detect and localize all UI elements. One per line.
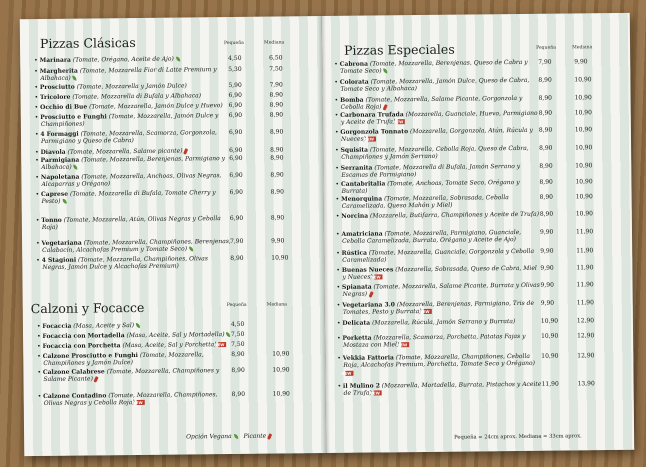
bullet: • bbox=[36, 256, 42, 265]
chili-pepper-icon bbox=[94, 376, 99, 383]
menu-item bbox=[337, 300, 541, 317]
menu-item bbox=[37, 331, 233, 340]
bullet: • bbox=[35, 156, 41, 165]
menu-item bbox=[338, 381, 542, 398]
item-description: (Tomate, Anchoas, Tomate Seco, Orégano y Burrata) bbox=[341, 178, 520, 196]
price-pequena: 9,90 bbox=[540, 281, 554, 289]
item-description: (Tomate, Mozzarella, Champiñones, Olivas Negras y Cebolla Roja) bbox=[43, 391, 218, 408]
vegan-leaf-icon bbox=[136, 323, 140, 328]
bullet: • bbox=[35, 190, 42, 199]
menu-item bbox=[38, 391, 234, 408]
price-mediana: 6,50 bbox=[269, 54, 283, 62]
bullet: • bbox=[336, 319, 343, 327]
new-badge: NEW bbox=[393, 119, 404, 125]
price-mediana: 10,90 bbox=[272, 350, 290, 358]
menu-item bbox=[336, 248, 540, 265]
price-pequena: 9,90 bbox=[540, 299, 555, 307]
bullet: • bbox=[37, 332, 43, 341]
price-mediana: 9,90 bbox=[574, 58, 588, 66]
menu-item bbox=[336, 265, 540, 282]
item-description: (Tomate, Mozzarella, Salame Picante, Gorgonzola y Cebolla Roja) bbox=[340, 94, 523, 112]
price-mediana: 10,90 bbox=[575, 210, 594, 218]
price-mediana: 11,90 bbox=[576, 299, 594, 307]
menu-item bbox=[37, 341, 233, 350]
price-mediana: 10,90 bbox=[271, 254, 289, 262]
item-name: Parmigiana bbox=[40, 156, 80, 164]
bullet: • bbox=[335, 195, 342, 203]
item-name: Norcina bbox=[341, 212, 369, 220]
menu-item bbox=[35, 155, 231, 172]
item-name: Prosciutto bbox=[39, 83, 75, 91]
legend bbox=[186, 433, 271, 441]
legend-picante-label: Picante bbox=[243, 432, 267, 440]
menu-item bbox=[336, 229, 540, 246]
item-name: Menorquina bbox=[341, 195, 383, 203]
item-description: (Tomate, Orégano, Aceite de Ajo) bbox=[70, 55, 174, 64]
vegan-leaf-icon bbox=[74, 165, 78, 170]
menu-item bbox=[36, 215, 232, 232]
price-pequena: 7,90 bbox=[538, 58, 552, 66]
bullet: • bbox=[334, 78, 340, 86]
item-description: (Tomate, Mozzarella, Atún, Olivas Negras y Cebolla Roja) bbox=[41, 215, 221, 232]
chili-pepper-icon bbox=[382, 104, 387, 111]
price-mediana: 7,50 bbox=[269, 65, 283, 73]
bullet: • bbox=[37, 368, 43, 377]
colhead-mediana-especiales: Mediana bbox=[572, 45, 593, 51]
menu-item bbox=[337, 353, 541, 377]
item-description: (Tomate, Mozzarella, Champiñones, Cebolla Roja, Alcachofas Premium, Porchetta, Tomate Seco y Orégano) bbox=[343, 352, 535, 370]
item-name: Diavola bbox=[40, 148, 66, 156]
vegan-leaf-icon bbox=[189, 247, 193, 252]
item-name: Focaccia bbox=[42, 322, 72, 330]
item-name: Gorgonzola Tonnato bbox=[340, 128, 409, 136]
size-footnote: Pequeña = 24cm aprox. Mediana = 33cm aprox. bbox=[454, 433, 582, 441]
bullet: • bbox=[37, 352, 43, 361]
new-badge: NEW bbox=[370, 274, 381, 280]
menu-item bbox=[37, 351, 233, 368]
price-pequena: 9,90 bbox=[540, 247, 554, 255]
item-description: (Tomate, Mozzarella di Bufala, Tomate Cherry y Pesto) bbox=[41, 189, 216, 206]
menu-item bbox=[35, 129, 231, 146]
item-name: Bomba bbox=[340, 96, 364, 104]
menu-item bbox=[335, 127, 539, 144]
item-description: (Mozzarella, Guanciale, Huevo, Parmigiano y Aceite de Trufa) bbox=[340, 109, 538, 127]
item-description: (Mozzarella, Mortadella, Burrata, Pistachos y Aceite de Trufa) bbox=[343, 380, 542, 398]
bullet: • bbox=[34, 57, 40, 65]
item-description: (Mozzarella, Gorgonzola, Atún, Rúcula y Nueces) bbox=[340, 126, 533, 144]
price-pequena: 6,90 bbox=[228, 91, 242, 100]
price-pequena: 8,90 bbox=[230, 254, 244, 263]
price-pequena: 6,90 bbox=[229, 214, 244, 223]
item-description: (Tomate, Mozzarella, Champiñones, Berenjenas, Calabacín, Alcachofas Premium y Tomate Seco) bbox=[42, 238, 231, 255]
price-pequena: 8,90 bbox=[538, 109, 553, 117]
item-name: Amatriciana bbox=[341, 230, 383, 238]
item-description: (Tomate, Mozzarella, Champiñones y Jamón Dulce) bbox=[43, 351, 204, 368]
item-description: (Tomate, Mozzarella, Jamón Dulce y Champiñones) bbox=[40, 112, 219, 129]
new-badge: NEW bbox=[132, 400, 143, 406]
price-pequena: 5,30 bbox=[228, 65, 242, 74]
menu-item bbox=[35, 112, 231, 129]
menu-page-right bbox=[322, 13, 635, 453]
price-mediana: 7,90 bbox=[269, 81, 283, 89]
bullet: • bbox=[337, 382, 344, 390]
menu-item bbox=[336, 211, 540, 221]
menu-item bbox=[35, 172, 231, 189]
item-name: 4 Stagioni bbox=[41, 256, 77, 264]
menu-sheet bbox=[20, 13, 635, 456]
vegan-leaf-icon bbox=[234, 434, 238, 439]
item-description: (Mozzarella, Scamorza, Porchetta, Patatas Fajas y Mostaza con Miel) bbox=[343, 332, 526, 350]
item-name: Marinara bbox=[39, 56, 71, 64]
item-description: (Tomate, Mozzarella, Champiñones y Salame Picante) bbox=[43, 367, 220, 384]
item-name: Carbonara Trufada bbox=[340, 111, 404, 119]
item-description: (Tomate, Mozzarella, Sobrasada, Cebolla Caramelizada, Queso Mahón y Miel) bbox=[341, 194, 509, 211]
menu-item bbox=[37, 367, 233, 384]
item-description: (Tomate, Mozzarella di Bufala y Albahaca) bbox=[70, 92, 202, 101]
price-mediana: 10,90 bbox=[574, 126, 593, 134]
section-title-calzoni: Calzoni y Focacce bbox=[30, 299, 145, 317]
vegan-leaf-icon bbox=[176, 57, 180, 62]
price-pequena: 4,50 bbox=[230, 320, 245, 329]
item-name: Vegetariana bbox=[41, 239, 82, 247]
price-pequena: 10,90 bbox=[541, 332, 559, 340]
new-badge: NEW bbox=[363, 136, 375, 143]
bullet: • bbox=[37, 342, 43, 351]
item-description: (Tomate, Mozzarella, Champiñones, Olivas Negras, Jamón Dulce y Alcachofas Premium) bbox=[42, 255, 208, 272]
bullet: • bbox=[335, 212, 342, 220]
item-name: Vekkia Fattoria bbox=[342, 354, 394, 362]
menu-item bbox=[35, 102, 231, 111]
colhead-pequena: Pequeña bbox=[223, 40, 244, 47]
price-mediana: 10,90 bbox=[575, 178, 593, 186]
vegan-leaf-icon bbox=[384, 69, 388, 74]
bullet: • bbox=[335, 164, 341, 172]
bullet: • bbox=[337, 354, 343, 362]
section-title-especiales: Pizzas Especiales bbox=[343, 41, 455, 58]
item-description: (Tomate, Mozzarella, Anchoas, Olivas Negras, Alcaparras y Orégano) bbox=[41, 172, 222, 189]
price-pequena: 8,90 bbox=[538, 126, 553, 134]
price-pequena: 6,90 bbox=[229, 171, 243, 180]
item-name: Rústica bbox=[341, 249, 368, 257]
price-pequena: 8,90 bbox=[539, 162, 553, 170]
item-description: (Tomate, Mozzarella, Berenjenas, Queso de Cabra y Tomate Seco) bbox=[340, 58, 528, 76]
price-pequena: 5,90 bbox=[228, 81, 242, 90]
legend-vegan-label: Opción Vegana bbox=[186, 433, 232, 441]
item-description: (Tomate, Mozzarella, Salame Picante, Burrata y Olivas Negras) bbox=[342, 281, 540, 299]
new-badge: NEW bbox=[214, 342, 225, 348]
price-pequena: 8,90 bbox=[538, 76, 552, 84]
price-mediana: 11,90 bbox=[576, 247, 594, 255]
item-description: (Tomate, Mozzarella Fior di Latte Premium y Albahaca) bbox=[40, 66, 217, 83]
menu-page-left bbox=[20, 16, 327, 456]
item-description: (Masa, Aceite, Sal y Porchetta) bbox=[120, 341, 217, 350]
price-pequena: 8,90 bbox=[539, 178, 553, 186]
item-description: (Mozzarella, Rúcula, Jamón Serrano y Burrata) bbox=[370, 318, 516, 327]
vegan-leaf-icon bbox=[62, 199, 66, 204]
bullet: • bbox=[37, 392, 44, 401]
item-description: (Mozzarella, Berenjenas, Parmigiano, Tris de Tomates, Pesto y Burrata) bbox=[342, 299, 535, 317]
price-mediana: 8,90 bbox=[269, 111, 284, 119]
item-name: 4 Formaggi bbox=[40, 130, 79, 138]
new-badge: NEW bbox=[369, 390, 380, 396]
price-pequena: 6,90 bbox=[228, 111, 243, 120]
item-name: Squisita bbox=[340, 146, 369, 154]
price-mediana: 8,90 bbox=[270, 188, 284, 196]
price-mediana: 8,90 bbox=[270, 154, 284, 162]
item-name: Occhio di Bue bbox=[40, 103, 88, 111]
colhead-pequena-especiales: Pequeña bbox=[536, 45, 557, 51]
bullet: • bbox=[35, 148, 41, 157]
price-mediana: 10,90 bbox=[575, 193, 593, 201]
item-name: Caprese bbox=[40, 190, 69, 198]
price-pequena: 9,90 bbox=[539, 228, 554, 236]
bullet: • bbox=[337, 334, 343, 342]
price-pequena: 7,50 bbox=[231, 330, 245, 339]
price-pequena: 4,50 bbox=[228, 54, 242, 63]
bullet: • bbox=[34, 83, 40, 92]
menu-item bbox=[34, 55, 230, 64]
bullet: • bbox=[35, 216, 42, 225]
bullet: • bbox=[35, 173, 41, 182]
price-pequena: 7,90 bbox=[230, 237, 244, 246]
bullet: • bbox=[336, 249, 342, 257]
bullet: • bbox=[334, 96, 341, 104]
item-description: (Tomate, Mozzarella, Salame picante) bbox=[65, 147, 183, 156]
price-mediana: 11,90 bbox=[576, 264, 594, 272]
item-description: (Tomate, Mozzarella di Bufala, Jamón Serrano y Escamas de Parmigiano) bbox=[341, 162, 521, 180]
item-description: (Tomate, Mozzarella, Jamón Dulce y Huevo) bbox=[87, 102, 223, 111]
item-name: Calzone Calabrese bbox=[42, 368, 105, 376]
menu-item bbox=[34, 82, 230, 91]
price-pequena: 6,90 bbox=[229, 188, 243, 197]
price-pequena: 8,90 bbox=[231, 366, 245, 375]
bullet: • bbox=[336, 266, 342, 274]
bullet: • bbox=[334, 128, 341, 136]
price-pequena: 8,90 bbox=[539, 144, 553, 152]
bullet: • bbox=[334, 60, 340, 68]
new-badge: NEW bbox=[341, 370, 352, 376]
vegan-leaf-icon bbox=[227, 332, 231, 337]
price-pequena: 8,90 bbox=[231, 390, 246, 399]
item-name: Focaccia con Mortadella bbox=[42, 332, 125, 340]
price-mediana: 12,90 bbox=[577, 332, 595, 340]
item-name: Calzone Contadino bbox=[43, 392, 107, 400]
price-mediana: 8,90 bbox=[269, 91, 283, 99]
bullet: • bbox=[336, 301, 343, 309]
menu-item bbox=[34, 66, 230, 83]
colhead-pequena-calzoni: Pequeña bbox=[226, 302, 247, 309]
price-mediana: 8,90 bbox=[270, 214, 285, 222]
item-name: Porketta bbox=[342, 334, 372, 342]
item-description: (Tomate, Mozzarella y Jamón Dulce) bbox=[74, 82, 187, 91]
price-mediana: 8,90 bbox=[269, 128, 284, 136]
menu-item bbox=[36, 238, 232, 255]
chili-pepper-icon bbox=[368, 291, 373, 298]
bullet: • bbox=[36, 239, 42, 248]
chili-pepper-icon bbox=[267, 433, 272, 440]
price-mediana: 12,90 bbox=[577, 352, 595, 360]
bullet: • bbox=[335, 180, 341, 188]
price-mediana: 12,90 bbox=[576, 317, 595, 325]
price-pequena: 6,90 bbox=[228, 128, 243, 137]
item-name: Vegetariana 3.0 bbox=[342, 301, 395, 309]
menu-item bbox=[335, 145, 539, 162]
item-name: Cabrona bbox=[339, 60, 368, 68]
menu-item bbox=[335, 163, 539, 180]
vegan-leaf-icon bbox=[73, 76, 77, 81]
price-pequena: 8,90 bbox=[539, 210, 554, 218]
item-name: Colorata bbox=[339, 78, 369, 86]
item-description: (Masa, Aceite, Sal y Mortadella) bbox=[124, 331, 225, 340]
bullet: • bbox=[335, 230, 342, 238]
item-name: il Mulino 2 bbox=[343, 382, 380, 390]
price-mediana: 8,90 bbox=[269, 101, 284, 109]
price-pequena: 8,90 bbox=[231, 350, 245, 359]
price-mediana: 11,90 bbox=[575, 228, 594, 236]
item-description: (Tomate, Mozzarella, Guanciale, Gorgonzola y Cebolla Caramelizada) bbox=[342, 247, 535, 265]
item-description: (Mozzarella, Butifarra, Champiñones y Aceite de Trufa) bbox=[368, 210, 540, 220]
bullet: • bbox=[336, 283, 343, 291]
price-mediana: 10,90 bbox=[575, 144, 593, 152]
new-badge: NEW bbox=[419, 309, 430, 315]
menu-item bbox=[36, 255, 232, 272]
item-name: Prosciutto e Funghi bbox=[40, 113, 107, 121]
item-description: (Tomate, Mozzarella, Jamón Dulce, Queso de Cabra, Tomate Seco y Albahaca) bbox=[340, 76, 530, 94]
item-name: Delicata bbox=[342, 319, 371, 327]
price-mediana: 10,90 bbox=[272, 366, 290, 374]
item-name: Spianata bbox=[341, 283, 372, 291]
price-pequena: 8,90 bbox=[538, 94, 552, 102]
price-mediana: 13,90 bbox=[577, 380, 595, 388]
section-title-clasicas: Pizzas Clásicas bbox=[39, 34, 136, 51]
price-mediana: 11,90 bbox=[576, 281, 594, 289]
item-name: Calzone Prosciutto e Funghi bbox=[42, 351, 138, 360]
item-description: (Tomate, Mozzarella, Parmigiano, Guanciale, Cebolla Caramelizada, Burrata, Orégano y Aceite de Ajo) bbox=[342, 228, 522, 246]
menu-item bbox=[35, 92, 231, 101]
bullet: • bbox=[34, 93, 41, 102]
price-mediana: 10,90 bbox=[575, 162, 593, 170]
price-pequena: 8,90 bbox=[539, 193, 554, 201]
bullet: • bbox=[335, 146, 341, 154]
price-pequena: 6,90 bbox=[228, 101, 243, 110]
bullet: • bbox=[34, 103, 41, 112]
price-pequena: 11,90 bbox=[541, 380, 559, 388]
price-pequena: 7,50 bbox=[231, 340, 245, 349]
chili-pepper-icon bbox=[183, 148, 188, 155]
bullet: • bbox=[36, 322, 43, 331]
colhead-mediana: Mediana bbox=[263, 40, 285, 46]
menu-item bbox=[337, 333, 541, 350]
price-mediana: 10,90 bbox=[272, 390, 290, 398]
menu-item bbox=[337, 282, 541, 299]
price-mediana: 8,90 bbox=[270, 171, 284, 179]
item-name: Tonno bbox=[41, 216, 62, 224]
item-name: Cantabritalia bbox=[340, 180, 386, 188]
item-description: (Mozzarella, Sobrasada, Queso de Cabra, Miel y Nueces) bbox=[342, 264, 537, 282]
price-pequena: 6,90 bbox=[229, 154, 243, 163]
menu-item bbox=[334, 59, 538, 76]
bullet: • bbox=[34, 67, 40, 76]
menu-item bbox=[335, 110, 539, 127]
price-pequena: 9,90 bbox=[540, 264, 554, 272]
menu-item bbox=[36, 189, 232, 206]
item-description: (Tomate, Mozzarella, Berenjenas, Parmigiano y Albahaca) bbox=[41, 155, 226, 172]
menu-item bbox=[334, 77, 538, 94]
bullet: • bbox=[334, 111, 341, 119]
item-description: (Tomate, Mozzarella, Scamorza, Gorgonzola, Parmigiano y Queso de Cabra) bbox=[40, 129, 217, 146]
bullet: • bbox=[34, 113, 41, 122]
menu-item bbox=[37, 321, 233, 330]
menu-item bbox=[336, 194, 540, 211]
price-mediana: 10,90 bbox=[574, 76, 592, 84]
new-badge: NEW bbox=[397, 342, 408, 348]
price-mediana: 10,90 bbox=[574, 94, 592, 102]
colhead-mediana-calzoni: Mediana bbox=[266, 302, 288, 308]
bullet: • bbox=[34, 130, 41, 139]
price-mediana: 10,90 bbox=[574, 109, 592, 117]
item-description: (Masa, Aceite y Sal) bbox=[71, 322, 135, 330]
item-name: Serranita bbox=[340, 164, 373, 172]
price-mediana: 9,90 bbox=[271, 237, 285, 245]
price-pequena: 10,90 bbox=[541, 352, 559, 360]
menu-item bbox=[337, 318, 541, 328]
item-name: Napoletana bbox=[40, 173, 80, 181]
item-name: Margherita bbox=[39, 67, 78, 75]
item-description: (Tomate, Mozzarella, Cebolla Roja, Queso de Cabra, Champiñones y Jamón Serrano) bbox=[341, 144, 529, 162]
item-name: Tricolore bbox=[39, 93, 71, 101]
price-pequena: 6,90 bbox=[229, 146, 243, 155]
item-name: Focaccia con Porchetta bbox=[42, 342, 121, 350]
price-mediana: 8,90 bbox=[270, 146, 284, 154]
price-pequena: 10,90 bbox=[540, 317, 559, 325]
item-name: Buenas Nueces bbox=[341, 266, 394, 274]
